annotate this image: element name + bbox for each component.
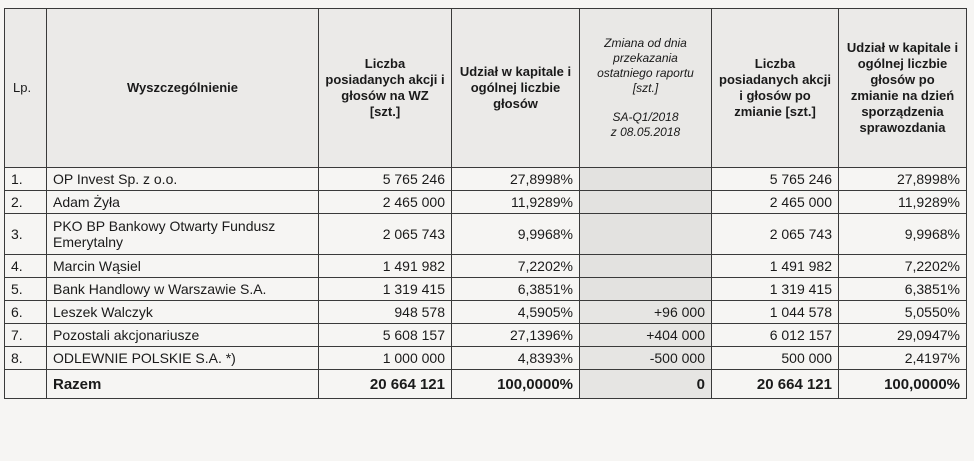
header-change-date: z 08.05.2018: [610, 125, 681, 139]
row-pct-after: 7,2202%: [839, 255, 967, 278]
row-change: +96 000: [580, 301, 712, 324]
row-shares: 948 578: [319, 301, 452, 324]
table-row: [5, 191, 967, 214]
row-name: Leszek Walczyk: [47, 301, 319, 324]
row-name: Marcin Wąsiel: [47, 255, 319, 278]
header-change-report: SA-Q1/2018: [612, 110, 679, 124]
row-lp: 7.: [5, 324, 47, 347]
row-pct-after: 2,4197%: [839, 347, 967, 370]
row-pct: 9,9968%: [452, 214, 580, 255]
row-lp: 5.: [5, 278, 47, 301]
row-pct-after: 5,0550%: [839, 301, 967, 324]
row-shares: 5 765 246: [319, 168, 452, 191]
row-pct: 7,2202%: [452, 255, 580, 278]
row-pct-after: 29,0947%: [839, 324, 967, 347]
row-shares-after: 500 000: [712, 347, 839, 370]
row-name: Bank Handlowy w Warszawie S.A.: [47, 278, 319, 301]
row-shares-after: 1 044 578: [712, 301, 839, 324]
row-change: [580, 168, 712, 191]
row-change: [580, 278, 712, 301]
table-row: [5, 301, 967, 324]
row-shares-after: 6 012 157: [712, 324, 839, 347]
table-body: [5, 168, 967, 399]
header-shares-after: Liczba posiadanych akcji i głosów po zmianie [szt.]: [712, 9, 839, 168]
shareholder-table: [4, 8, 967, 399]
header-change: [580, 9, 712, 168]
row-shares-after: 1 319 415: [712, 278, 839, 301]
header-change-main: Zmiana od dnia przekazania ostatniego raportu [szt.]: [597, 36, 694, 95]
row-name: PKO BP Bankowy Otwarty Fundusz Emerytalny: [47, 214, 319, 255]
row-name: Adam Żyła: [47, 191, 319, 214]
row-shares: 1 000 000: [319, 347, 452, 370]
table-row: [5, 255, 967, 278]
row-pct-after: 27,8998%: [839, 168, 967, 191]
total-lp: [5, 370, 47, 399]
row-name: ODLEWNIE POLSKIE S.A. *): [47, 347, 319, 370]
row-change: [580, 214, 712, 255]
row-shares-after: 1 491 982: [712, 255, 839, 278]
row-shares-after: 2 065 743: [712, 214, 839, 255]
row-lp: 2.: [5, 191, 47, 214]
row-pct: 11,9289%: [452, 191, 580, 214]
row-change: [580, 255, 712, 278]
total-shares-after: 20 664 121: [712, 370, 839, 399]
table-row: [5, 278, 967, 301]
row-shares: 5 608 157: [319, 324, 452, 347]
total-pct: 100,0000%: [452, 370, 580, 399]
header-row: [5, 9, 967, 168]
row-lp: 8.: [5, 347, 47, 370]
row-pct: 27,1396%: [452, 324, 580, 347]
row-pct: 4,8393%: [452, 347, 580, 370]
header-item: Wyszczególnienie: [47, 9, 319, 168]
row-lp: 3.: [5, 214, 47, 255]
total-row: [5, 370, 967, 399]
row-pct-after: 9,9968%: [839, 214, 967, 255]
total-label: Razem: [47, 370, 319, 399]
total-pct-after: 100,0000%: [839, 370, 967, 399]
row-change: +404 000: [580, 324, 712, 347]
header-shares-wz: Liczba posiadanych akcji i głosów na WZ [szt.]: [319, 9, 452, 168]
row-pct: 4,5905%: [452, 301, 580, 324]
header-lp: Lp.: [5, 9, 47, 168]
total-shares: 20 664 121: [319, 370, 452, 399]
total-change: 0: [580, 370, 712, 399]
row-pct-after: 6,3851%: [839, 278, 967, 301]
row-pct: 6,3851%: [452, 278, 580, 301]
row-shares-after: 5 765 246: [712, 168, 839, 191]
table-row: [5, 168, 967, 191]
row-name: Pozostali akcjonariusze: [47, 324, 319, 347]
row-change: [580, 191, 712, 214]
row-shares-after: 2 465 000: [712, 191, 839, 214]
header-change-sub: [586, 110, 705, 140]
row-lp: 6.: [5, 301, 47, 324]
header-share-pct: Udział w kapitale i ogólnej liczbie głosów: [452, 9, 580, 168]
row-shares: 2 465 000: [319, 191, 452, 214]
row-lp: 4.: [5, 255, 47, 278]
row-shares: 1 319 415: [319, 278, 452, 301]
header-share-pct-after: Udział w kapitale i ogólnej liczbie głosów po zmianie na dzień sporządzenia sprawozdania: [839, 9, 967, 168]
row-name: OP Invest Sp. z o.o.: [47, 168, 319, 191]
table-row: [5, 214, 967, 255]
row-pct-after: 11,9289%: [839, 191, 967, 214]
table-row: [5, 347, 967, 370]
table-header: [5, 9, 967, 168]
row-shares: 1 491 982: [319, 255, 452, 278]
row-change: -500 000: [580, 347, 712, 370]
row-pct: 27,8998%: [452, 168, 580, 191]
row-lp: 1.: [5, 168, 47, 191]
row-shares: 2 065 743: [319, 214, 452, 255]
table-row: [5, 324, 967, 347]
